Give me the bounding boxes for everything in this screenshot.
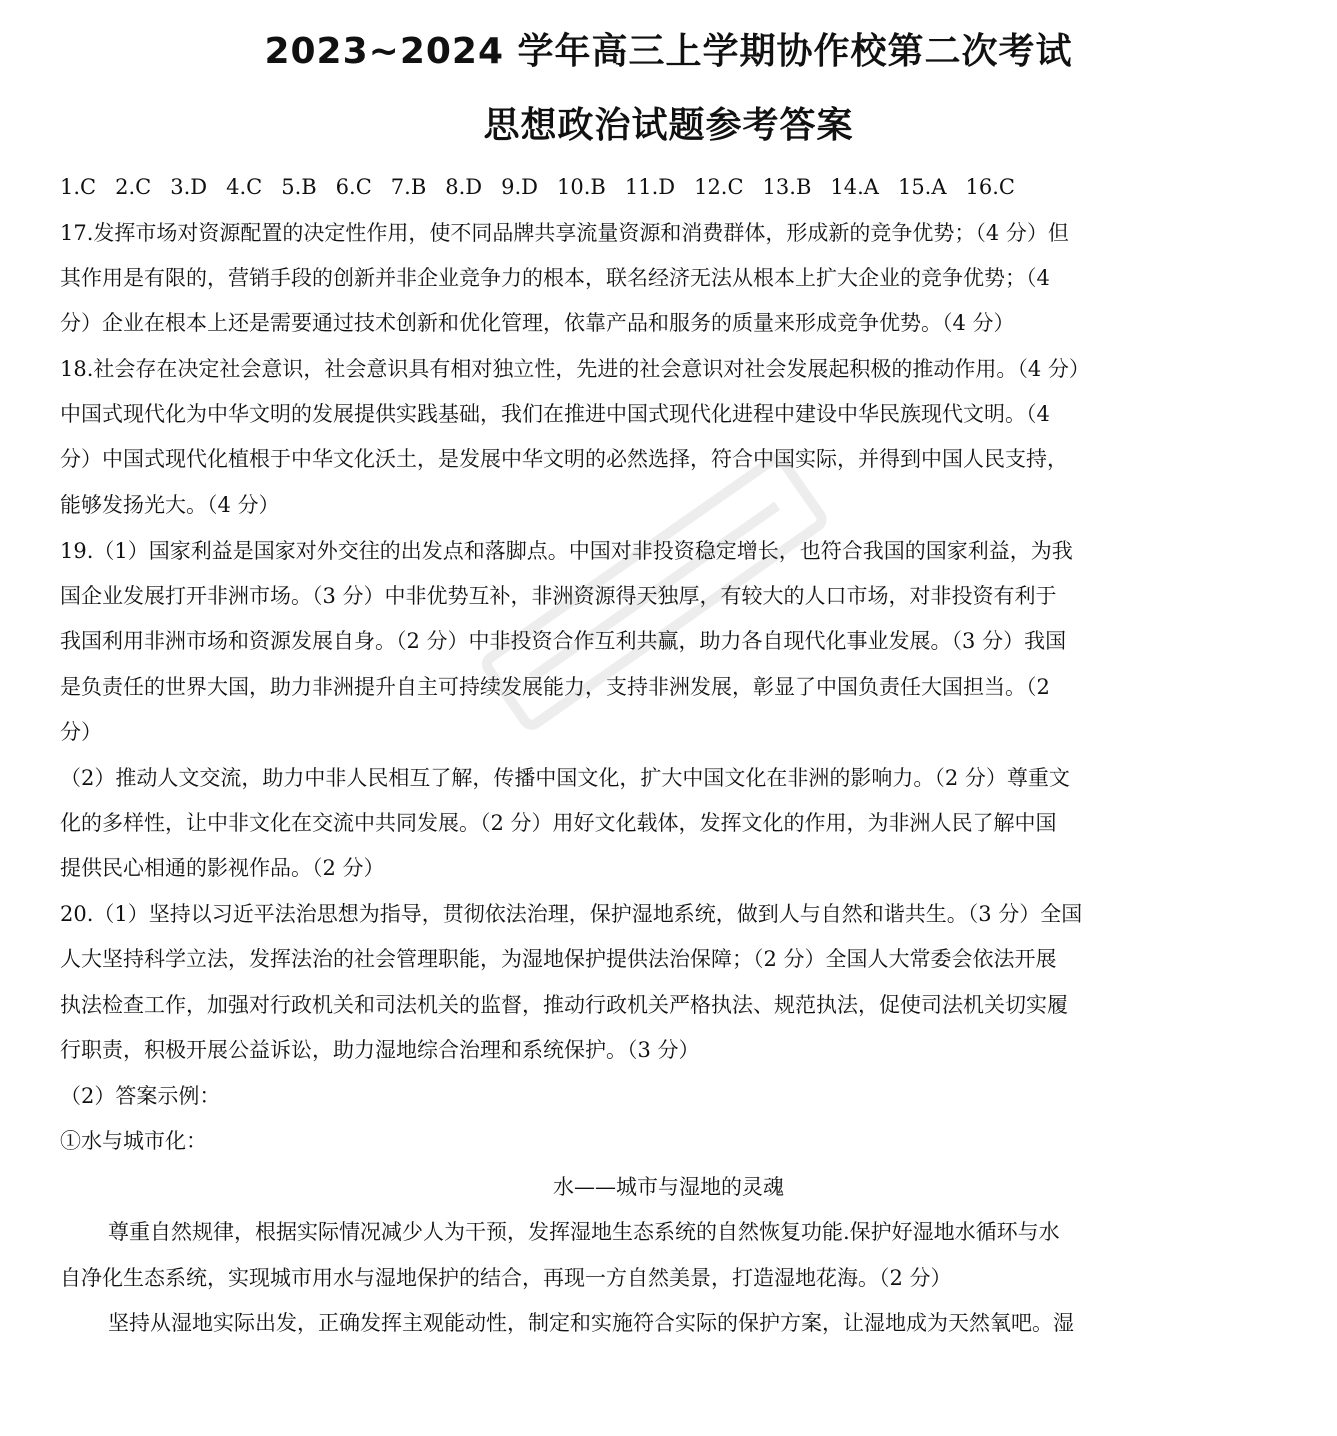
choice-answer: 4.C xyxy=(226,175,263,199)
answer-text-line: （2）推动人文交流，助力中非人民相互了解，传播中国文化，扩大中国文化在非洲的影响力。（2 分）尊重文 xyxy=(60,766,1070,790)
answer-text-line: 执法检查工作，加强对行政机关和司法机关的监督，推动行政机关严格执法、规范执法，促使司法机关切实履 xyxy=(60,993,1068,1017)
choice-answer: 8.D xyxy=(445,175,483,199)
answer-text-line: 19.（1）国家利益是国家对外交往的出发点和落脚点。中国对非投资稳定增长，也符合我国的国家利益，为我 xyxy=(60,539,1073,563)
answer-text-line: 能够发扬光大。（4 分） xyxy=(60,493,280,517)
answer-text-line: 是负责任的世界大国，助力非洲提升自主可持续发展能力，支持非洲发展，彰显了中国负责任大国担当。（2 xyxy=(60,675,1050,699)
answer-text-line: ①水与城市化： xyxy=(60,1129,207,1153)
choice-answer: 9.D xyxy=(501,175,538,199)
choice-answer: 5.B xyxy=(281,175,317,199)
answer-text-line: 18.社会存在决定社会意识，社会意识具有相对独立性，先进的社会意识对社会发展起积极的推动作用。（4 分） xyxy=(60,357,1090,381)
choice-answer: 15.A xyxy=(897,175,947,199)
exam-subtitle: 思想政治试题参考答案 xyxy=(483,105,854,146)
choice-answer: 2.C xyxy=(115,175,152,199)
answer-text-line: （2）答案示例： xyxy=(60,1084,221,1108)
choice-answer: 6.C xyxy=(335,175,372,199)
answer-text-line: 人大坚持科学立法，发挥法治的社会管理职能，为湿地保护提供法治保障；（2 分）全国人大常委会依法开展 xyxy=(60,947,1057,971)
choice-answer: 14.A xyxy=(830,175,879,199)
essay-text-line: 坚持从湿地实际出发，正确发挥主观能动性，制定和实施符合实际的保护方案，让湿地成为天然氧吧。湿 xyxy=(108,1311,1074,1335)
choice-answer: 3.D xyxy=(170,175,208,199)
essay-text-line: 尊重自然规律，根据实际情况减少人为干预，发挥湿地生态系统的自然恢复功能.保护好湿地水循环与水 xyxy=(108,1220,1060,1244)
answer-text-line: 行职责，积极开展公益诉讼，助力湿地综合治理和系统保护。（3 分） xyxy=(60,1038,700,1062)
answer-text-line: 国企业发展打开非洲市场。（3 分）中非优势互补，非洲资源得天独厚，有较大的人口市场，对非投资有利于 xyxy=(60,584,1057,608)
answer-text-line: 20.（1）坚持以习近平法治思想为指导，贯彻依法治理，保护湿地系统，做到人与自然和谐共生。（3 分）全国 xyxy=(60,902,1083,926)
answer-text-line: 中国式现代化为中华文明的发展提供实践基础，我们在推进中国式现代化进程中建设中华民族现代文明。（4 xyxy=(60,402,1050,426)
answer-text-line: 17.发挥市场对资源配置的决定性作用，使不同品牌共享流量资源和消费群体，形成新的竞争优势；（4 分）但 xyxy=(60,221,1069,245)
choice-answer: 12.C xyxy=(694,175,744,199)
essay-heading: 水——城市与湿地的灵魂 xyxy=(553,1175,784,1199)
choice-answer: 16.C xyxy=(965,175,1015,199)
exam-title: 2023~2024 学年高三上学期协作校第二次考试 xyxy=(264,31,1073,72)
answer-text-line: 分）企业在根本上还是需要通过技术创新和优化管理，依靠产品和服务的质量来形成竞争优势。（4 分） xyxy=(60,311,1015,335)
essay-text-line: 自净化生态系统，实现城市用水与湿地保护的结合，再现一方自然美景，打造湿地花海。（2 分） xyxy=(60,1266,952,1290)
answer-text-line: 分） xyxy=(60,720,102,744)
choice-answer: 7.B xyxy=(390,175,427,199)
choice-answer: 11.D xyxy=(624,175,676,199)
answer-text-line: 分）中国式现代化植根于中华文化沃土，是发展中华文明的必然选择，符合中国实际，并得到中国人民支持， xyxy=(60,447,1068,471)
choice-answer: 1.C xyxy=(60,175,97,199)
choice-answer-row xyxy=(60,172,1034,202)
answer-text-line: 其作用是有限的，营销手段的创新并非企业竞争力的根本，联名经济无法从根本上扩大企业的竞争优势；（4 xyxy=(60,266,1050,290)
choice-answer: 10.B xyxy=(557,175,606,199)
answer-text-line: 化的多样性，让中非文化在交流中共同发展。（2 分）用好文化载体，发挥文化的作用，为非洲人民了解中国 xyxy=(60,811,1057,835)
answer-text-line: 我国利用非洲市场和资源发展自身。（2 分）中非投资合作互利共赢，助力各自现代化事业发展。（3 分）我国 xyxy=(60,629,1067,653)
answer-text-line: 提供民心相通的影视作品。（2 分） xyxy=(60,856,385,880)
choice-answer: 13.B xyxy=(762,175,812,199)
